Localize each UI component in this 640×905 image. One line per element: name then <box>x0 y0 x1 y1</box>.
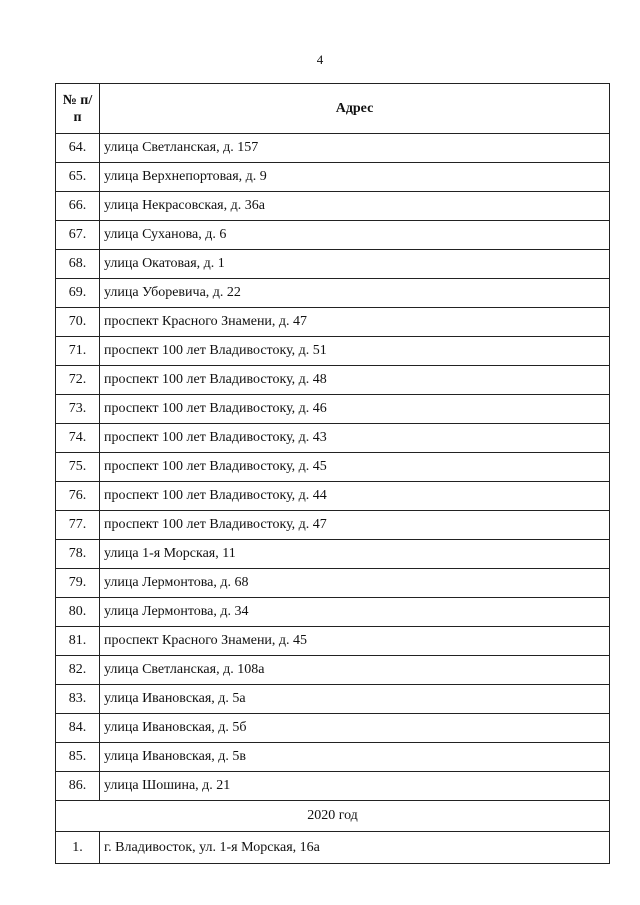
column-header-number <box>56 84 100 134</box>
row-address: проспект 100 лет Владивостоку, д. 51 <box>100 337 610 366</box>
row-number: 80. <box>56 598 100 627</box>
row-address: проспект Красного Знамени, д. 47 <box>100 308 610 337</box>
row-address: проспект 100 лет Владивостоку, д. 47 <box>100 511 610 540</box>
table-row <box>56 279 610 308</box>
row-number: 1. <box>56 832 100 864</box>
row-address: проспект Красного Знамени, д. 45 <box>100 627 610 656</box>
row-number: 67. <box>56 221 100 250</box>
row-address: г. Владивосток, ул. 1-я Морская, 16а <box>100 832 610 864</box>
row-number: 86. <box>56 772 100 801</box>
row-number: 74. <box>56 424 100 453</box>
table-row <box>56 192 610 221</box>
row-address: улица Шошина, д. 21 <box>100 772 610 801</box>
row-number: 71. <box>56 337 100 366</box>
row-number: 69. <box>56 279 100 308</box>
row-address: улица Ивановская, д. 5а <box>100 685 610 714</box>
table-row <box>56 656 610 685</box>
table-row <box>56 714 610 743</box>
row-address: улица Ивановская, д. 5б <box>100 714 610 743</box>
table-row <box>56 627 610 656</box>
row-number: 83. <box>56 685 100 714</box>
row-address: проспект 100 лет Владивостоку, д. 45 <box>100 453 610 482</box>
table-row <box>56 772 610 801</box>
row-address: улица Верхнепортовая, д. 9 <box>100 163 610 192</box>
table-row <box>56 163 610 192</box>
row-number: 76. <box>56 482 100 511</box>
page-number: 4 <box>316 52 324 67</box>
row-number: 84. <box>56 714 100 743</box>
row-address: улица Светланская, д. 157 <box>100 134 610 163</box>
row-number: 78. <box>56 540 100 569</box>
row-number: 68. <box>56 250 100 279</box>
row-number: 77. <box>56 511 100 540</box>
table-row <box>56 511 610 540</box>
year-section-label: 2020 год <box>56 801 610 832</box>
table-row <box>56 540 610 569</box>
row-number: 85. <box>56 743 100 772</box>
table-row <box>56 424 610 453</box>
table-row <box>56 832 610 864</box>
row-address: проспект 100 лет Владивостоку, д. 48 <box>100 366 610 395</box>
column-header-address: Адрес <box>100 84 610 134</box>
table-row <box>56 569 610 598</box>
row-address: улица Светланская, д. 108а <box>100 656 610 685</box>
row-address: проспект 100 лет Владивостоку, д. 46 <box>100 395 610 424</box>
address-table <box>55 83 610 864</box>
table-row <box>56 685 610 714</box>
table-row <box>56 482 610 511</box>
year-section-row <box>56 801 610 832</box>
row-number: 65. <box>56 163 100 192</box>
row-number: 79. <box>56 569 100 598</box>
table-row <box>56 598 610 627</box>
row-number: 70. <box>56 308 100 337</box>
row-address: улица Лермонтова, д. 68 <box>100 569 610 598</box>
table-row <box>56 221 610 250</box>
row-address: проспект 100 лет Владивостоку, д. 43 <box>100 424 610 453</box>
row-address: улица Суханова, д. 6 <box>100 221 610 250</box>
column-header-number-line1: № п/ <box>62 92 93 108</box>
row-address: улица Лермонтова, д. 34 <box>100 598 610 627</box>
row-number: 75. <box>56 453 100 482</box>
row-number: 66. <box>56 192 100 221</box>
row-address: проспект 100 лет Владивостоку, д. 44 <box>100 482 610 511</box>
table-row <box>56 308 610 337</box>
row-address: улица Окатовая, д. 1 <box>100 250 610 279</box>
row-number: 72. <box>56 366 100 395</box>
row-number: 82. <box>56 656 100 685</box>
row-address: улица Некрасовская, д. 36а <box>100 192 610 221</box>
row-number: 81. <box>56 627 100 656</box>
row-address: улица Ивановская, д. 5в <box>100 743 610 772</box>
table-row <box>56 250 610 279</box>
row-address: улица Уборевича, д. 22 <box>100 279 610 308</box>
row-number: 73. <box>56 395 100 424</box>
table-row <box>56 134 610 163</box>
table-row <box>56 337 610 366</box>
row-number: 64. <box>56 134 100 163</box>
table-row <box>56 395 610 424</box>
row-address: улица 1-я Морская, 11 <box>100 540 610 569</box>
table-row <box>56 366 610 395</box>
column-header-number-line2: п <box>73 109 82 125</box>
table-header-row <box>56 84 610 134</box>
table-row <box>56 453 610 482</box>
table-row <box>56 743 610 772</box>
